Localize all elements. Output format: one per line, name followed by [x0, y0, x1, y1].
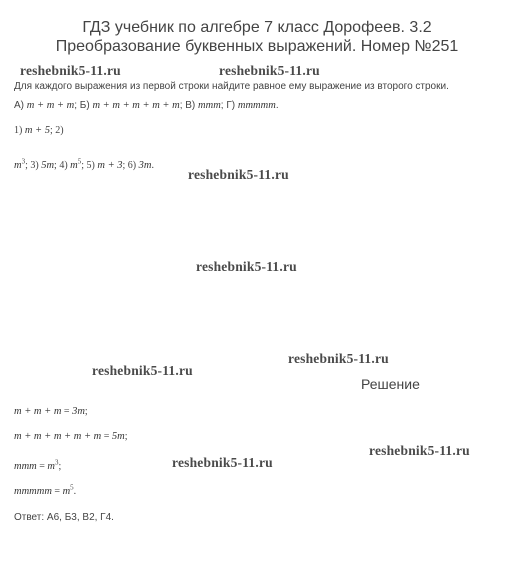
- solution-heading: Решение: [361, 376, 420, 392]
- solution-equation-2: [14, 431, 128, 442]
- label-b: ; Б): [74, 100, 93, 111]
- eq3-end: ;: [58, 461, 62, 472]
- expr-b: m + m + m + m + m: [92, 100, 180, 111]
- label-c: ; В): [179, 100, 199, 111]
- eq4-equals: =: [51, 486, 63, 497]
- title-line-1: ГДЗ учебник по алгебре 7 класс Дорофеев. 3.2: [82, 19, 432, 36]
- eq1-lhs: m + m + m: [14, 406, 62, 417]
- label-1: 1): [14, 125, 25, 136]
- expr-d: mmmmm: [237, 100, 276, 111]
- label-5: ; 5): [81, 160, 98, 171]
- expr-2-exponent: 3: [21, 157, 26, 166]
- eq2-rhs: 5m: [111, 431, 125, 442]
- eq2-end: ;: [124, 431, 128, 442]
- watermark-2: reshebnik5-11.ru: [219, 63, 320, 78]
- watermark-8: reshebnik5-11.ru: [172, 455, 273, 470]
- eq4-rhs-base: m: [62, 486, 71, 497]
- eq3-rhs-base: m: [47, 461, 55, 472]
- solution-equation-1: [14, 406, 88, 417]
- eq2-lhs: m + m + m + m + m: [14, 431, 102, 442]
- expr-4-exponent: 5: [77, 157, 82, 166]
- label-4: ; 4): [54, 160, 71, 171]
- label-2: ; 2): [50, 125, 64, 136]
- eq3-rhs-exponent: 3: [54, 458, 59, 467]
- label-a: А): [14, 100, 27, 111]
- expr-c: mmm: [198, 100, 221, 111]
- eq1-rhs: 3m: [72, 406, 85, 417]
- expr-6: 3m: [138, 160, 152, 171]
- expr-a: m + m + m: [26, 100, 75, 111]
- title-line-2: Преобразование буквенных выражений. Номер №251: [55, 38, 459, 55]
- expr-5: m + 3: [97, 160, 123, 171]
- row-1-end: .: [275, 100, 279, 111]
- eq3-equals: =: [36, 461, 48, 472]
- label-d: ; Г): [220, 100, 238, 111]
- watermark-5: reshebnik5-11.ru: [288, 351, 389, 366]
- label-6: ; 6): [122, 160, 139, 171]
- eq4-lhs: mmmmm: [14, 486, 52, 497]
- answer-text: Ответ: А6, Б3, В2, Г4.: [14, 512, 114, 523]
- expr-4-base: m: [70, 160, 78, 171]
- expr-2-base: m: [14, 160, 22, 171]
- solution-equation-3: [14, 458, 62, 472]
- task-row-1: [14, 100, 279, 111]
- eq1-end: ;: [84, 406, 88, 417]
- task-instruction: Для каждого выражения из первой строки найдите равное ему выражение из второго строки.: [14, 81, 449, 92]
- watermark-6: reshebnik5-11.ru: [92, 363, 193, 378]
- label-3: ; 3): [25, 160, 42, 171]
- eq3-lhs: mmm: [14, 461, 37, 472]
- expr-3: 5m: [41, 160, 55, 171]
- eq2-equals: =: [101, 431, 112, 442]
- eq4-rhs-exponent: 5: [70, 483, 74, 492]
- watermark-3: reshebnik5-11.ru: [188, 167, 289, 182]
- watermark-1: reshebnik5-11.ru: [20, 63, 121, 78]
- eq1-equals: =: [61, 406, 73, 417]
- solution-equation-4: [14, 483, 77, 497]
- eq4-end: .: [73, 486, 77, 497]
- row-3-end: .: [151, 160, 154, 171]
- task-row-3: [14, 157, 154, 171]
- expr-1: m + 5: [24, 125, 51, 136]
- task-row-2: [14, 125, 64, 136]
- page-title: [0, 18, 514, 56]
- watermark-4: reshebnik5-11.ru: [196, 259, 297, 274]
- watermark-7: reshebnik5-11.ru: [369, 443, 470, 458]
